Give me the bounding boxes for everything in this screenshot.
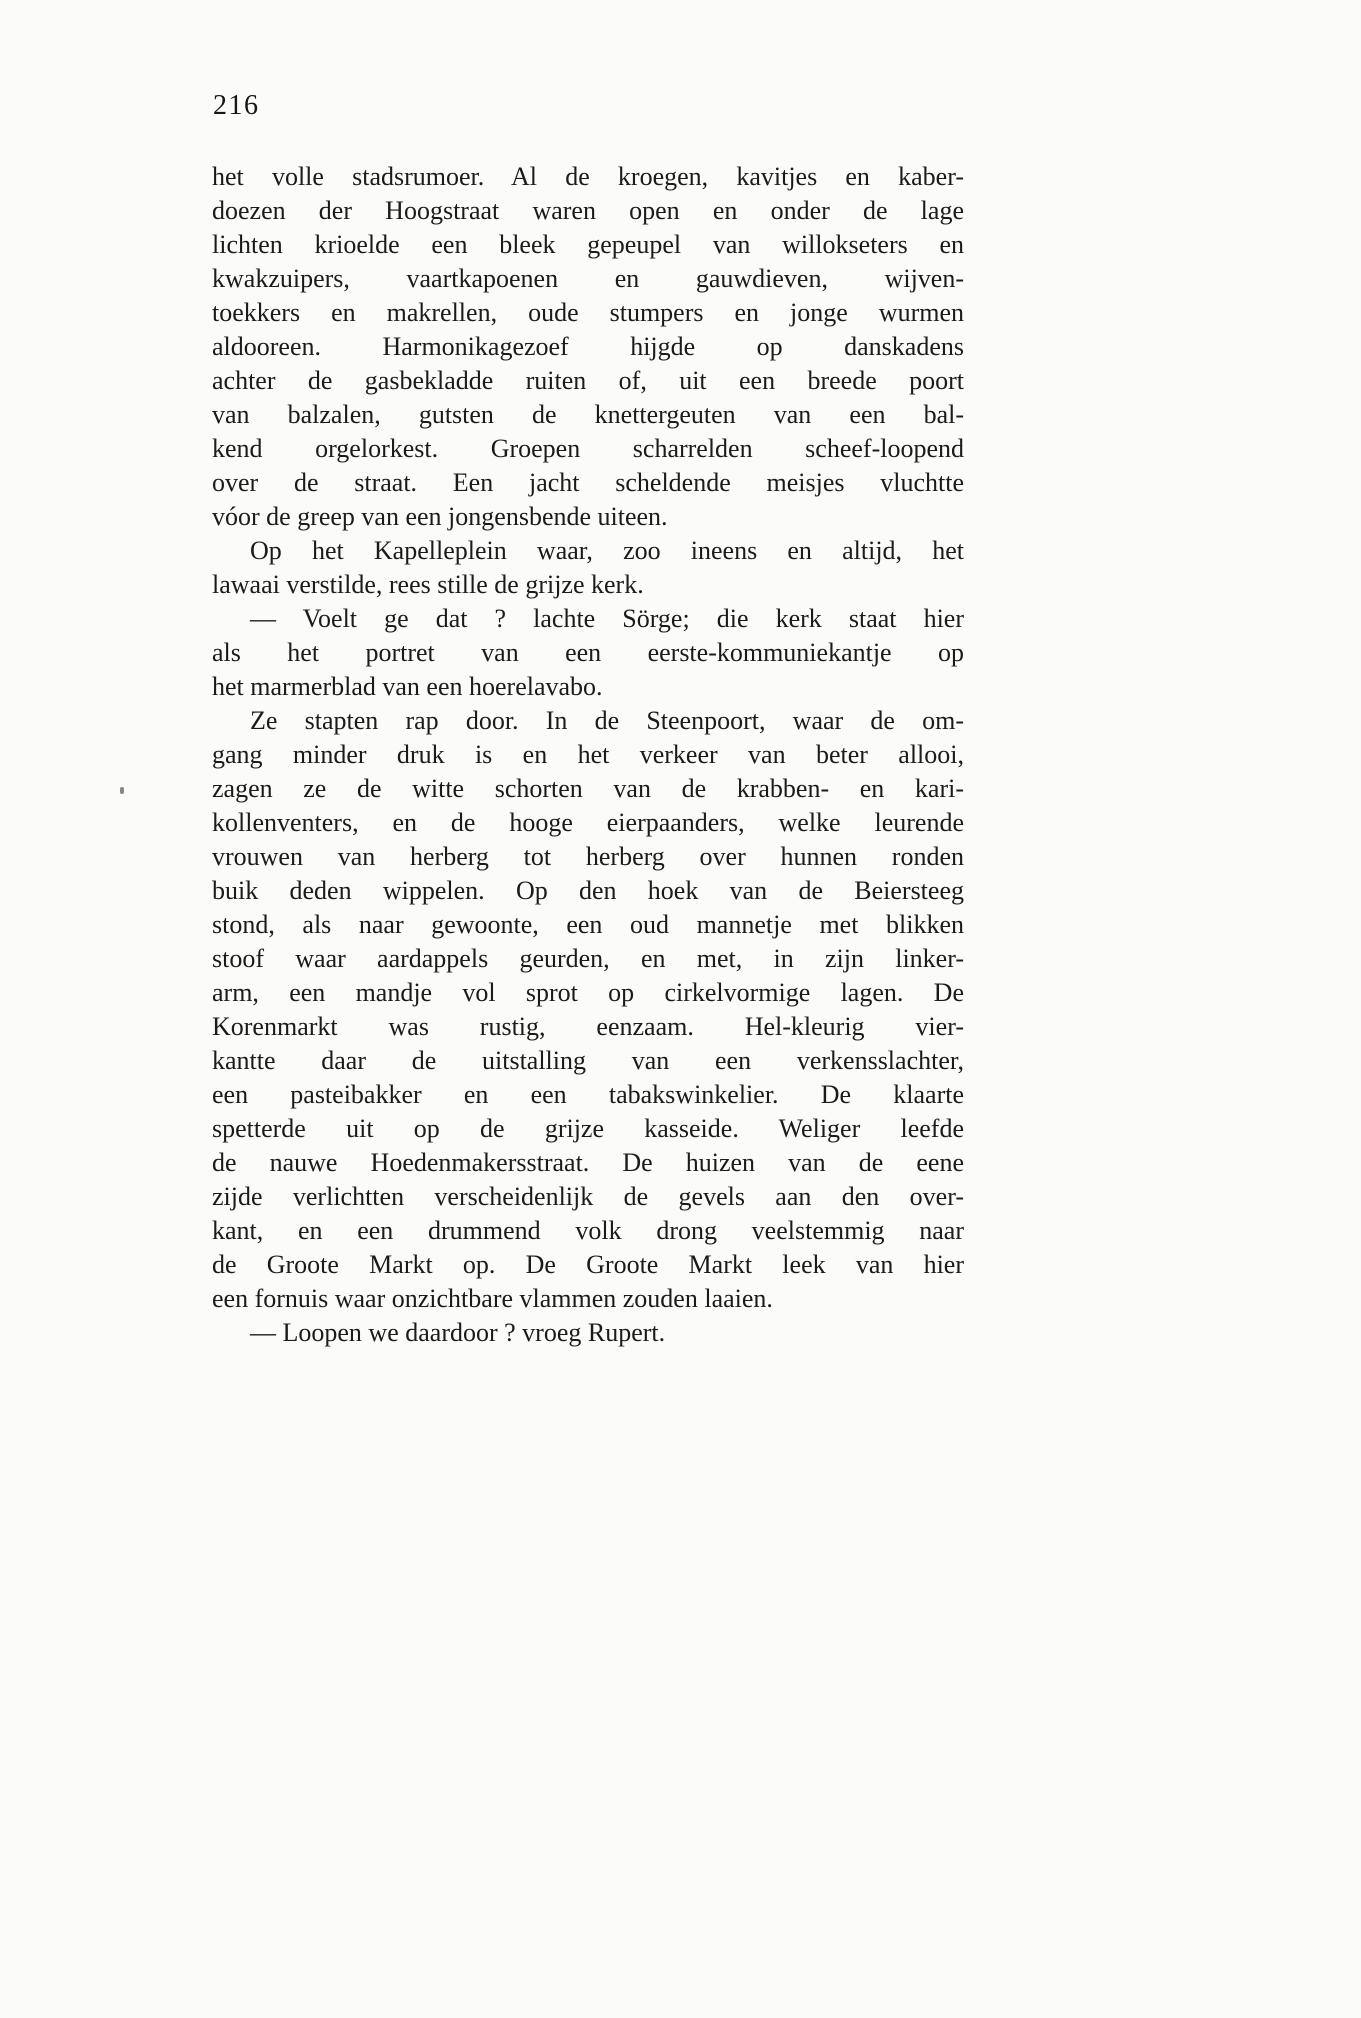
text-line: kantte daar de uitstalling van een verkensslachter, [212, 1046, 964, 1075]
text-line: Ze stapten rap door. In de Steenpoort, waar de om- [250, 706, 964, 735]
page-number: 216 [213, 90, 260, 121]
text-line: Op het Kapelleplein waar, zoo ineens en altijd, het [250, 536, 964, 565]
text-line: buik deden wippelen. Op den hoek van de Beiersteeg [212, 876, 964, 905]
text-line: als het portret van een eerste-kommuniekantje op [212, 638, 964, 667]
text-line: de Groote Markt op. De Groote Markt leek van hier [212, 1250, 964, 1279]
text-line: stoof waar aardappels geurden, en met, in zijn linker- [212, 944, 964, 973]
text-line: vóor de greep van een jongensbende uiteen. [212, 502, 668, 531]
text-line: achter de gasbekladde ruiten of, uit een breede poort [212, 366, 964, 395]
text-line: Korenmarkt was rustig, eenzaam. Hel-kleurig vier- [212, 1012, 964, 1041]
text-line: de nauwe Hoedenmakersstraat. De huizen van de eene [212, 1148, 964, 1177]
text-line: doezen der Hoogstraat waren open en onder de lage [212, 196, 964, 225]
text-line: gang minder druk is en het verkeer van beter allooi, [212, 740, 964, 769]
text-line: over de straat. Een jacht scheldende meisjes vluchtte [212, 468, 964, 497]
text-line: stond, als naar gewoonte, een oud mannetje met blikken [212, 910, 964, 939]
text-line: kwakzuipers, vaartkapoenen en gauwdieven, wijven- [212, 264, 964, 293]
text-line: — Loopen we daardoor ? vroeg Rupert. [250, 1318, 666, 1347]
text-line: van balzalen, gutsten de knettergeuten van een bal- [212, 400, 964, 429]
text-line: arm, een mandje vol sprot op cirkelvormige lagen. De [212, 978, 964, 1007]
text-line: toekkers en makrellen, oude stumpers en jonge wurmen [212, 298, 964, 327]
text-line: zagen ze de witte schorten van de krabben- en kari- [212, 774, 964, 803]
text-line: het marmerblad van een hoerelavabo. [212, 672, 603, 701]
text-line: kant, en een drummend volk drong veelstemmig naar [212, 1216, 964, 1245]
text-line: een fornuis waar onzichtbare vlammen zouden laaien. [212, 1284, 773, 1313]
text-line: — Voelt ge dat ? lachte Sörge; die kerk staat hier [250, 604, 964, 633]
text-line: kollenventers, en de hooge eierpaanders, welke leurende [212, 808, 964, 837]
text-line: aldooreen. Harmonikagezoef hijgde op danskadens [212, 332, 964, 361]
text-line: lichten krioelde een bleek gepeupel van willokseters en [212, 230, 964, 259]
text-line: spetterde uit op de grijze kasseide. Weliger leefde [212, 1114, 964, 1143]
body-text [212, 160, 964, 1350]
text-line: zijde verlichtten verscheidenlijk de gevels aan den over- [212, 1182, 964, 1211]
text-line: lawaai verstilde, rees stille de grijze kerk. [212, 570, 644, 599]
scan-artifact [120, 787, 124, 794]
text-line: het volle stadsrumoer. Al de kroegen, kavitjes en kaber- [212, 162, 964, 191]
text-line: kend orgelorkest. Groepen scharrelden scheef-loopend [212, 434, 964, 463]
text-line: vrouwen van herberg tot herberg over hunnen ronden [212, 842, 964, 871]
text-line: een pasteibakker en een tabakswinkelier. De klaarte [212, 1080, 964, 1109]
